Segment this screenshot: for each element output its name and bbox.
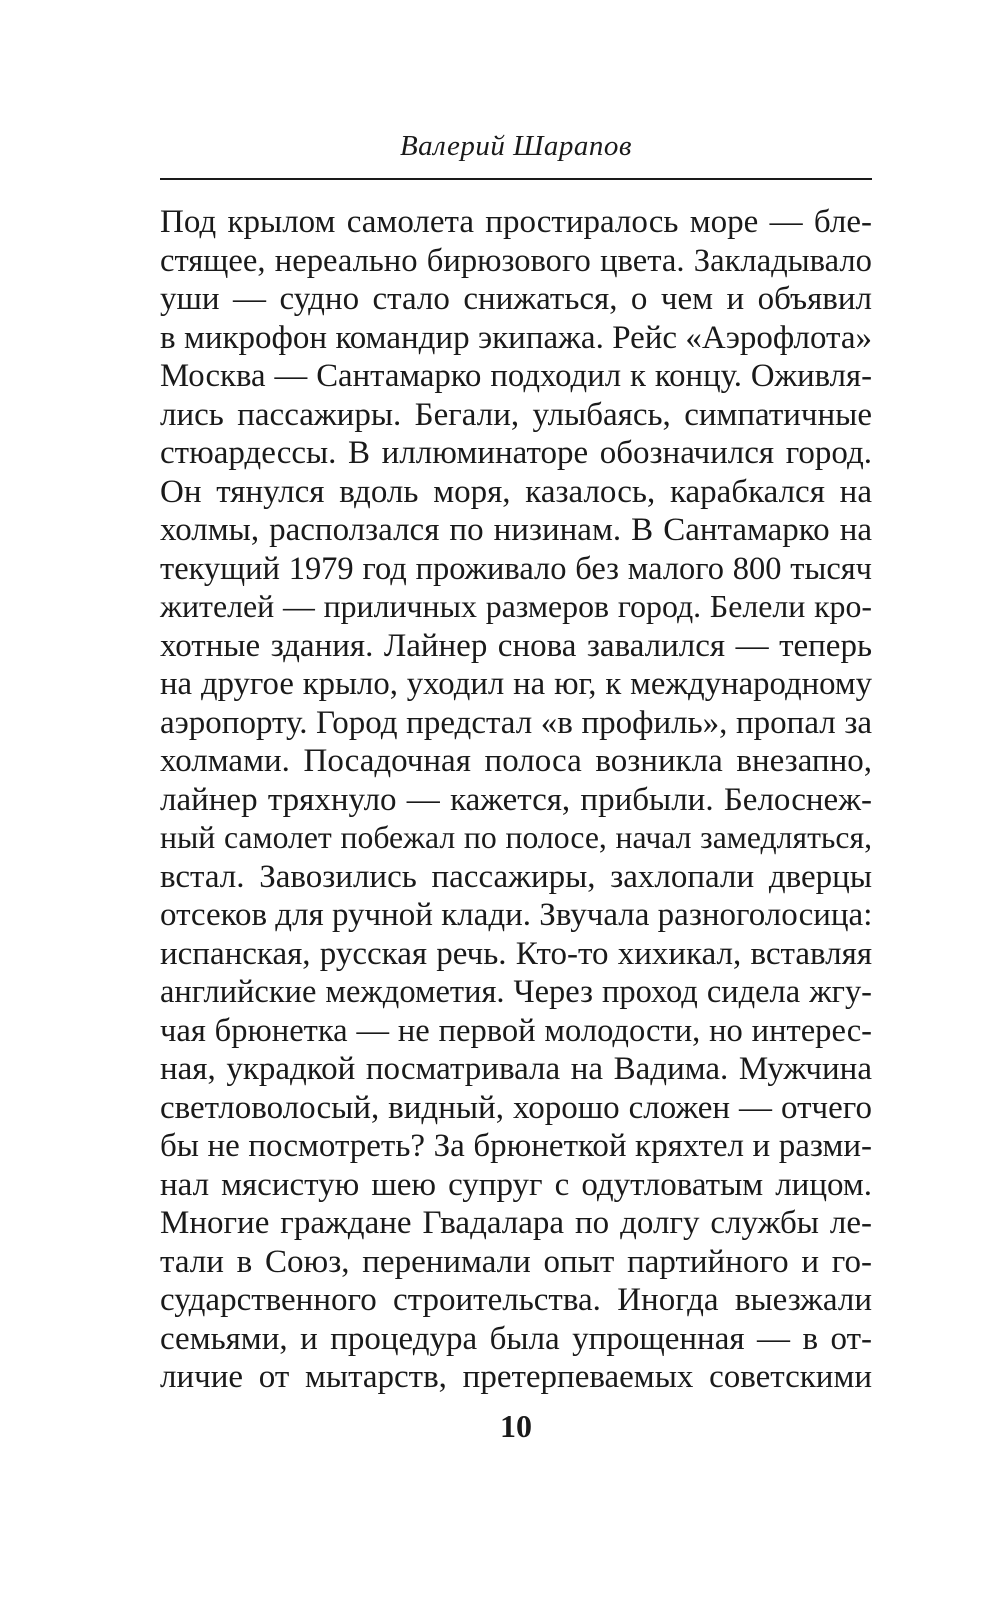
text-line: бы не посмотреть? За брюнеткой кряхтел и разми-	[160, 1128, 872, 1164]
text-line: лись пассажиры. Бегали, улыбаясь, симпатичные	[160, 396, 872, 433]
text-line: текущий 1979 год проживало без малого 800 тысяч	[160, 550, 872, 587]
text-line: испанская, русская речь. Кто-то хихикал, вставляя	[160, 935, 872, 972]
text-line: в микрофон командир экипажа. Рейс «Аэрофлота»	[160, 319, 872, 356]
text-line: Многие граждане Гвадалара по долгу службы ле-	[160, 1205, 872, 1241]
text-line: холмами. Посадочная полоса возникла внезапно,	[160, 743, 872, 779]
text-line: ная, украдкой посматривала на Вадима. Мужчина	[160, 1051, 872, 1087]
text-line: светловолосый, видный, хорошо сложен — отчего	[160, 1089, 872, 1126]
text-line: отсеков для ручной клади. Звучала разноголосица:	[160, 897, 873, 933]
text-line: английские междометия. Через проход сидела жгу-	[160, 974, 872, 1010]
text-line: холмы, расползался по низинам. В Сантамарко на	[160, 512, 872, 548]
text-line: аэропорту. Город предстал «в профиль», пропал за	[160, 704, 872, 741]
text-line: лайнер тряхнуло — кажется, прибыли. Белоснеж-	[160, 781, 872, 818]
text-line: сударственного строительства. Иногда выезжали	[160, 1282, 872, 1318]
text-line: хотные здания. Лайнер снова завалился — теперь	[160, 627, 872, 664]
text-line: Москва — Сантамарко подходил к концу. Оживля-	[160, 358, 872, 394]
page-number: 10	[500, 1408, 532, 1444]
text-line: Он тянулся вдоль моря, казалось, карабкался на	[160, 473, 872, 510]
body-text	[160, 203, 872, 1397]
text-line: стюардессы. В иллюминаторе обозначился город.	[160, 435, 872, 471]
text-line: Под крылом самолета простиралось море — бле-	[160, 204, 872, 240]
header-rule	[160, 178, 872, 180]
text-line: личие от мытарств, претерпеваемых советскими	[160, 1359, 872, 1395]
text-line: стящее, нереально бирюзового цвета. Закладывало	[160, 242, 872, 279]
text-line: уши — судно стало снижаться, о чем и объявил	[160, 281, 872, 317]
text-line: чая брюнетка — не первой молодости, но интерес-	[160, 1012, 872, 1049]
text-line: тали в Союз, перенимали опыт партийного и го-	[160, 1243, 872, 1280]
text-line: ный самолет побежал по полосе, начал замедляться,	[160, 820, 872, 855]
running-head-author: Валерий Шарапов	[399, 130, 633, 162]
text-line: жителей — приличных размеров город. Белели кро-	[160, 589, 872, 624]
text-line: семьями, и процедура была упрощенная — в от-	[160, 1320, 872, 1357]
text-line: нал мясистую шею супруг с одутловатым лицом.	[160, 1166, 872, 1203]
text-line: на другое крыло, уходил на юг, к международному	[160, 666, 872, 702]
text-line: встал. Завозились пассажиры, захлопали дверцы	[160, 858, 872, 895]
